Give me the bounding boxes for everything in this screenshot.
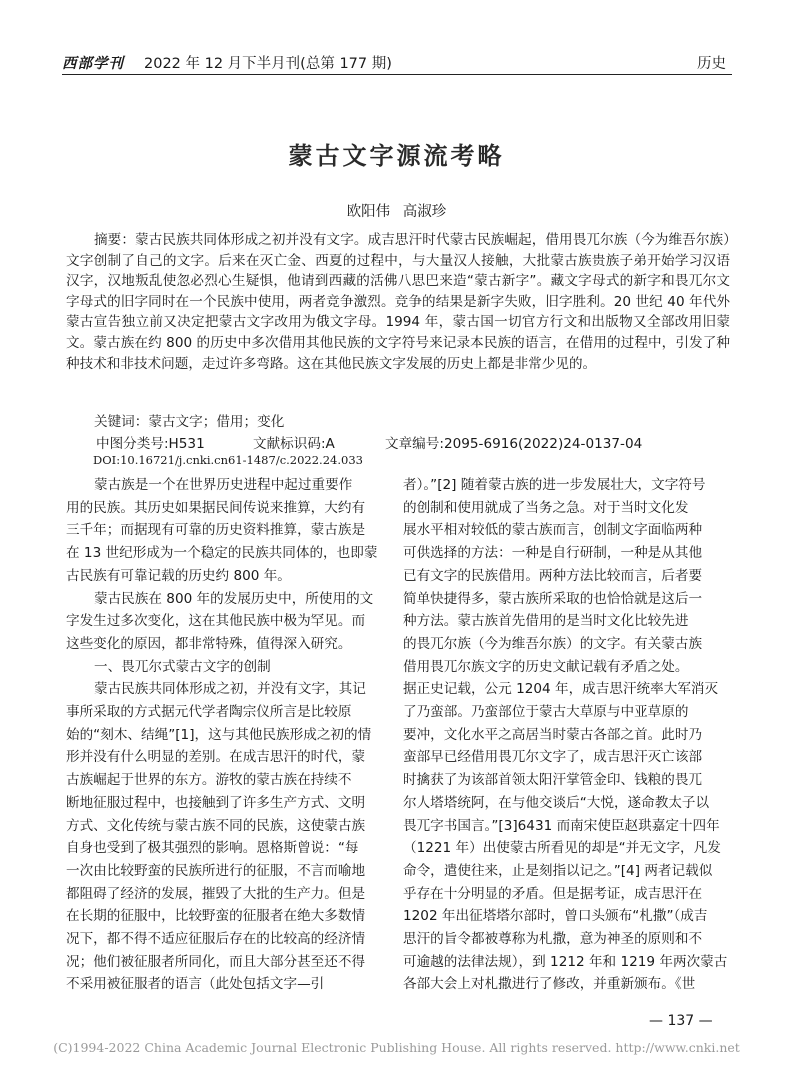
article-authors: 欧阳伟 高淑珍: [346, 204, 447, 220]
paragraph-3: 蒙古民族共同体形成之初，并没有文字，其记 事所采取的方式据元代学者陶宗仪所言是比较原 始的“刻木、结绳”[1]，这与其他民族形成之初的情 形并没有什么明显的差别。在成吉思汗的时代，蒙 古族崛起于世界的东方。游牧的蒙古族在持续不 断地征服过程中，也接触到了许多生产方式、文明 方式、文化传统与蒙古族不同的民族，这使蒙古族 自身也受到了极其强烈的影响。恩格斯曾说：“每 一次由比较野蛮的民族所进行的征服，不言而喻地 都阻碍了经济的发展，摧毁了大批的生产力。但是 在长期的征服中，比较野蛮的征服者在绝大多数情 况下，都不得不适应征服后存在的比较高的经济情 况；他们被征服者所同化，而且大部分甚至还不得 不采用被征服者的语言（此处包括文字—引: [66, 681, 372, 993]
paragraph-2: 蒙古民族在 800 年的发展历史中，所使用的文 字发生过多次变化，这在其他民族中极为罕见。而 这些变化的原因，都非常特殊，值得深入研究。: [66, 590, 374, 652]
document-code: 文献标识码:A: [253, 436, 335, 452]
body-column-right: [403, 474, 729, 996]
copyright-notice: (C)1994-2022 China Academic Journal Electronic Publishing House. All rights reserved. http://www.cnki.net: [53, 1040, 740, 1055]
issue-info: 2022 年 12 月下半月刊(总第 177 期): [144, 56, 392, 72]
doi: DOI:10.16721/j.cnki.cn61-1487/c.2022.24.033: [93, 453, 363, 467]
journal-logo: 西部学刊: [62, 55, 124, 72]
page-number: — 137 —: [649, 1013, 713, 1029]
article-title: 蒙古文字源流考略: [288, 142, 505, 170]
header-rule: [62, 74, 732, 75]
abstract: 摘要：蒙古民族共同体形成之初并没有文字。成吉思汗时代蒙古民族崛起，借用畏兀尔族（今为维吾尔族）文字创制了自己的文字。后来在灭亡金、西夏的过程中，与大量汉人接触，大批蒙古族贵族子弟开始学习汉语汉字，汉地叛乱使忽必烈心生疑惧，他请到西藏的活佛八思巴来造“蒙古新字”。藏文字母式的新字和畏兀尔文字母式的旧字同时在一个民族中使用，两者竞争激烈。竞争的结果是新字失败，旧字胜利。20 世纪 40 年代外蒙古宣告独立前又决定把蒙古文字改用为俄文字母。1994 年，蒙古国一切官方行文和出版物又全部改用旧蒙文。蒙古族在约 800 的历史中多次借用其他民族的文字符号来记录本民族的语言，在借用的过程中，引发了种种技术和非技术问题，走过许多弯路。这在其他民族文字发展的历史上都是非常少见的。: [66, 232, 730, 372]
article-number: 文章编号:2095-6916(2022)24-0137-04: [385, 436, 643, 452]
section-heading: 一、畏兀尔式蒙古文字的创制: [94, 658, 271, 675]
paragraph-right: 者）。”[2] 随着蒙古族的进一步发展壮大，文字符号 的创制和使用就成了当务之急。对于当时文化发 展水平相对较低的蒙古族而言，创制文字面临两种 可供选择的方法：一种是自行研制，一种是从其他 已有文字的民族借用。两种方法比较而言，后者要 简单快捷得多，蒙古族所采取的也恰恰就是这后一 种方法。蒙古族首先借用的是当时文化比较先进 的畏兀尔族（今为维吾尔族）的文字。有关蒙古族 借用畏兀尔族文字的历史文献记载有矛盾之处。 据正史记载，公元 1204 年，成吉思汗统率大军消灭 了乃蛮部。乃蛮部位于蒙古大草原与中亚草原的 要冲，文化水平之高居当时蒙古各部之首。此时乃 蛮部早已经借用畏兀尔文字了，成吉思汗灭亡该部 时擒获了为该部首领太阳汗掌管金印、钱粮的畏兀 尔人塔塔统阿，在与他交谈后“大悦，遂命教太子以 畏兀字书国言。”[3]6431 而南宋使臣赵珙嘉定十四年 （1221 年）出使蒙古所看见的却是“并无文字，凡发 命令，遣使往来，止是刻指以记之。”[4] 两者记载似 乎存在十分明显的矛盾。但是据考证，成吉思汗在 1202 年出征塔塔尔部时，曾口头颁布“札撒”（成吉 思汗的旨令都被尊称为札撒，意为神圣的原则和不 可逾越的法律法规），到 1212 年和 1219 年两次蒙古 各部大会上对札撒进行了修改，并重新颁布。《世: [403, 477, 728, 993]
body-column-left: [66, 474, 390, 996]
clc-number: 中图分类号:H531: [96, 436, 205, 452]
section-label: 历史: [697, 56, 726, 72]
keywords: 关键词：蒙古文字；借用；变化: [94, 414, 285, 430]
paragraph-1: 蒙古族是一个在世界历史进程中起过重要作 用的民族。其历史如果据民间传说来推算，大约有 三千年；而据现有可靠的历史资料推算，蒙古族是 在 13 世纪形成为一个稳定的民族共同体的，也即蒙 古民族有可靠记载的历史约 800 年。: [66, 477, 378, 584]
running-header: [62, 52, 730, 74]
